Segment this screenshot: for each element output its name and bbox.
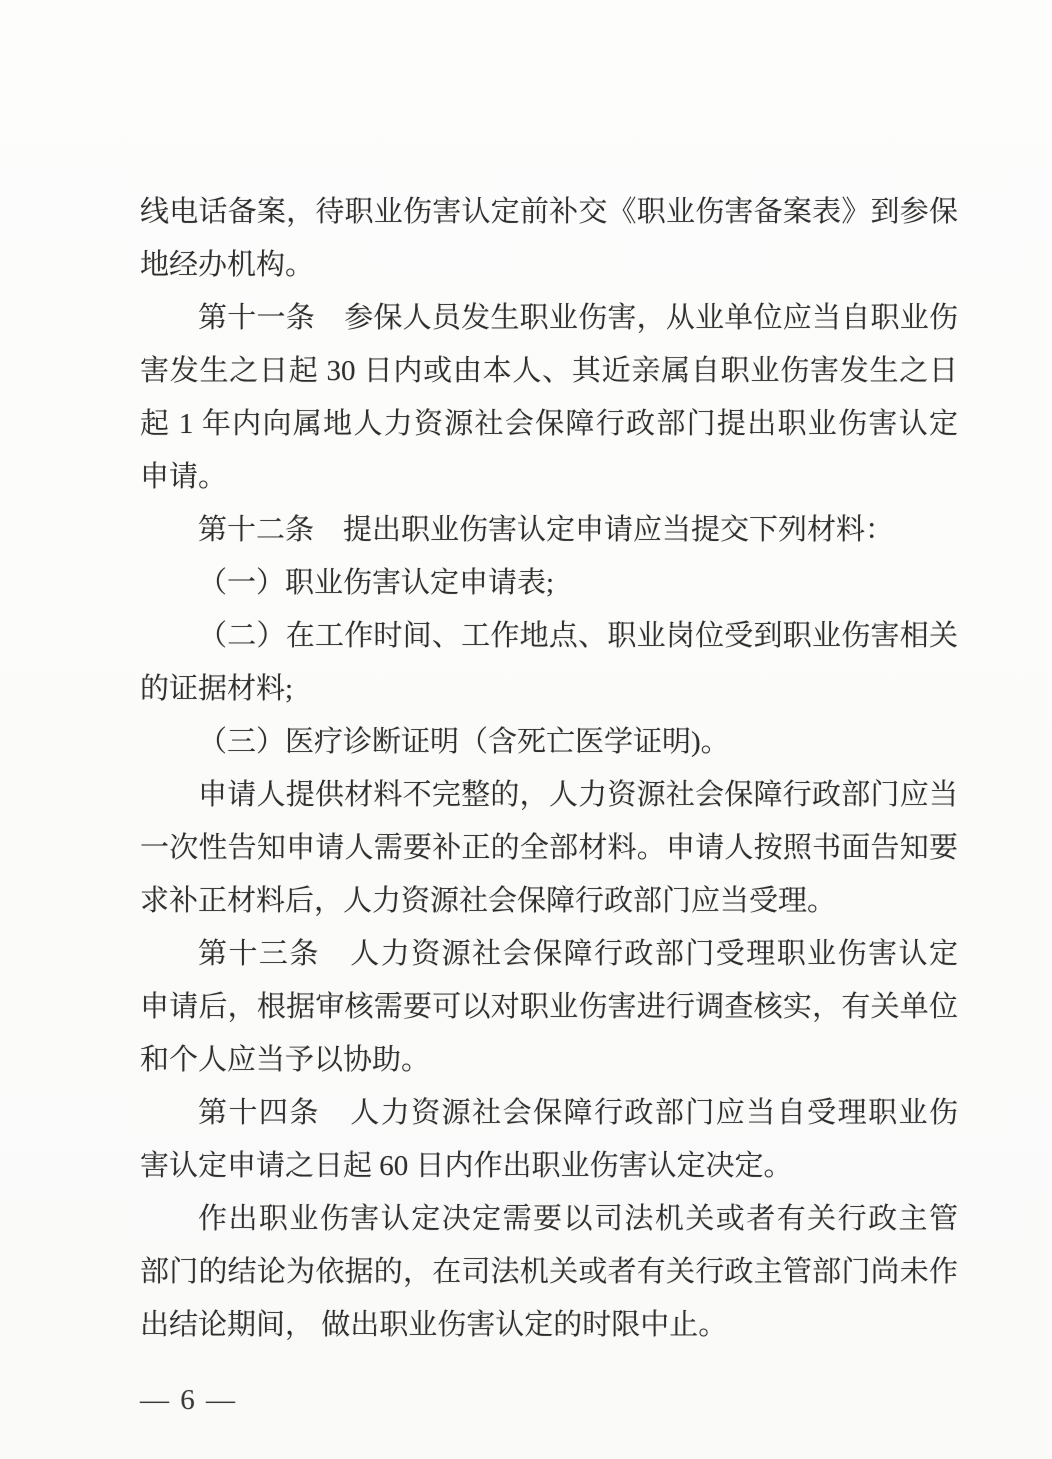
text-line: 第十二条 提出职业伤害认定申请应当提交下列材料： xyxy=(198,514,895,546)
text-line: 和个人应当予以协助。 xyxy=(140,1044,431,1076)
document-body xyxy=(140,186,958,1352)
text-line: 第十四条 人力资源社会保障行政部门应当自受理职业伤 xyxy=(198,1097,958,1129)
text-line: 第十一条 参保人员发生职业伤害，从业单位应当自职业伤 xyxy=(198,302,958,334)
text-line: 害认定申请之日起 60 日内作出职业伤害认定决定。 xyxy=(140,1150,793,1182)
page-number: — 6 — xyxy=(140,1384,237,1416)
text-line: 第十三条 人力资源社会保障行政部门受理职业伤害认定 xyxy=(198,938,958,970)
text-line: 地经办机构。 xyxy=(140,249,315,281)
text-line: 出结论期间， 做出职业伤害认定的时限中止。 xyxy=(140,1309,728,1341)
text-line: 申请后，根据审核需要可以对职业伤害进行调查核实，有关单位 xyxy=(140,991,958,1023)
text-line: （三）医疗诊断证明（含死亡医学证明)。 xyxy=(198,726,730,758)
text-line: 害发生之日起 30 日内或由本人、其近亲属自职业伤害发生之日 xyxy=(140,355,958,387)
text-line: 求补正材料后，人力资源社会保障行政部门应当受理。 xyxy=(140,885,837,917)
text-line: 部门的结论为依据的，在司法机关或者有关行政主管部门尚未作 xyxy=(140,1256,958,1288)
text-line: 起 1 年内向属地人力资源社会保障行政部门提出职业伤害认定 xyxy=(140,408,958,440)
text-line: 线电话备案，待职业伤害认定前补交《职业伤害备案表》到参保 xyxy=(140,196,958,228)
text-line: （二）在工作时间、工作地点、职业岗位受到职业伤害相关 xyxy=(198,620,958,652)
text-line: 一次性告知申请人需要补正的全部材料。申请人按照书面告知要 xyxy=(140,832,958,864)
text-line: 的证据材料; xyxy=(140,673,294,705)
text-line: 作出职业伤害认定决定需要以司法机关或者有关行政主管 xyxy=(198,1203,958,1235)
text-line: （一）职业伤害认定申请表; xyxy=(198,567,555,599)
text-line: 申请。 xyxy=(140,461,228,493)
text-line: 申请人提供材料不完整的，人力资源社会保障行政部门应当 xyxy=(198,779,958,811)
